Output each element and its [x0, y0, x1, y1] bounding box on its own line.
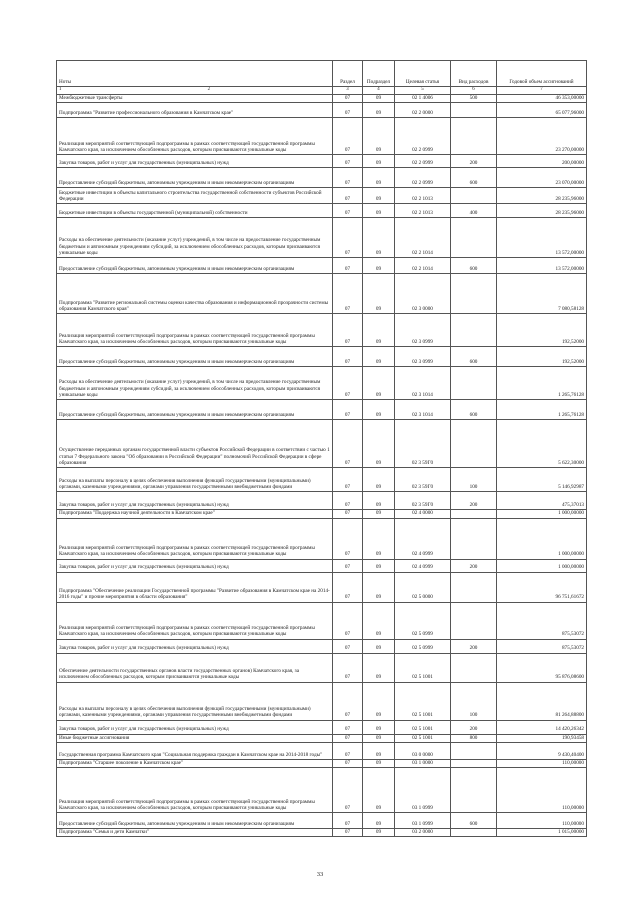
row-statya: 02 2 1013 — [395, 204, 451, 218]
row-name: Подпрограмма "Развитие региональной системы оценки качества образования и информационной прозрачности системы образования Камчатского края" — [57, 274, 333, 314]
row-razdel: 07 — [333, 468, 363, 492]
row-statya: 02 3 0999 — [395, 347, 451, 367]
row-name: Иные бюджетные ассигнования — [57, 734, 333, 742]
row-statya: 02 5 0999 — [395, 602, 451, 639]
row-statya: 02 2 0000 — [395, 103, 451, 118]
row-razdel: 07 — [333, 734, 363, 742]
row-razdel: 07 — [333, 258, 363, 274]
row-vid — [451, 314, 497, 347]
row-vid: 200 — [451, 492, 497, 510]
row-statya: 02 1 4006 — [395, 95, 451, 103]
table-row — [57, 204, 587, 218]
row-podrazdel: 09 — [363, 768, 395, 813]
header-vid: Вид расходов — [451, 61, 497, 87]
column-number: 4 — [363, 87, 395, 95]
row-vid: 600 — [451, 258, 497, 274]
table-row — [57, 218, 587, 258]
row-statya: 02 3 59Г0 — [395, 468, 451, 492]
table-row — [57, 347, 587, 367]
row-vid — [451, 829, 497, 837]
row-amount: 65 077,96000 — [497, 103, 587, 118]
row-name: Предоставление субсидий бюджетным, автономным учреждениям и иным некоммерческим организациям — [57, 168, 333, 188]
row-name: Бюджетные инвестиции в объекты капитального строительства государственной собственности субъектов Российской Федерации — [57, 188, 333, 204]
row-vid: 100 — [451, 682, 497, 720]
row-podrazdel: 09 — [363, 367, 395, 400]
table-row — [57, 639, 587, 653]
row-amount: 23 070,00000 — [497, 168, 587, 188]
row-razdel: 07 — [333, 188, 363, 204]
page-number: 33 — [316, 871, 324, 878]
table-row — [57, 510, 587, 518]
row-vid: 500 — [451, 95, 497, 103]
row-amount: 110,00000 — [497, 768, 587, 813]
header-amount: Годовой объем ассигнований — [497, 61, 587, 87]
row-razdel: 07 — [333, 103, 363, 118]
row-podrazdel: 09 — [363, 188, 395, 204]
row-podrazdel: 09 — [363, 347, 395, 367]
row-name: Расходы на выплаты персоналу в целях обеспечения выполнения функций государственными (муниципальными) органами, казенными учреждениями, органами управления государственными внебюджетными фондами — [57, 682, 333, 720]
header-name: Ноты — [57, 61, 333, 87]
row-name: Предоставление субсидий бюджетным, автономным учреждениям и иным некоммерческим организациям — [57, 258, 333, 274]
row-amount: 1 000,00000 — [497, 510, 587, 518]
row-amount: 1 015,00000 — [497, 829, 587, 837]
row-vid: 400 — [451, 204, 497, 218]
row-statya: 02 5 1001 — [395, 734, 451, 742]
row-podrazdel: 09 — [363, 468, 395, 492]
row-vid: 600 — [451, 813, 497, 829]
row-name: Закупка товаров, работ и услуг для государственных (муниципальных) нужд — [57, 720, 333, 734]
row-podrazdel: 09 — [363, 682, 395, 720]
table-row — [57, 742, 587, 759]
row-amount: 96 751,61672 — [497, 572, 587, 602]
row-podrazdel: 09 — [363, 829, 395, 837]
row-statya: 02 3 1014 — [395, 400, 451, 420]
row-razdel: 07 — [333, 720, 363, 734]
row-podrazdel: 09 — [363, 155, 395, 168]
row-name: Расходы на выплаты персоналу в целях обеспечения выполнения функций государственными (муниципальными) органами, казенными учреждениями, органами управления государственными внебюджетными фондами — [57, 468, 333, 492]
row-amount: 190,93458 — [497, 734, 587, 742]
row-razdel: 07 — [333, 118, 363, 155]
row-statya: 02 2 0999 — [395, 118, 451, 155]
row-razdel: 07 — [333, 155, 363, 168]
row-razdel: 07 — [333, 274, 363, 314]
row-name: Обеспечение деятельности государственных органов власти государственных органов) Камчатского края, за исключением обособленных расходов, которым присваиваются уникальные коды — [57, 653, 333, 682]
row-name: Предоставление субсидий бюджетным, автономным учреждениям и иным некоммерческим организациям — [57, 813, 333, 829]
row-amount: 1 000,00000 — [497, 518, 587, 559]
row-vid: 100 — [451, 468, 497, 492]
row-razdel: 07 — [333, 204, 363, 218]
row-name: Расходы на обеспечение деятельности (оказание услуг) учреждений, в том числе на предоставление государственным бюджетным и автономным учреждениям субсидий, за исключением обособленных расходов, которым присваиваются уникальные коды — [57, 367, 333, 400]
row-statya: 03 2 0000 — [395, 829, 451, 837]
row-podrazdel: 09 — [363, 813, 395, 829]
row-name: Подпрограмма "Обеспечение реализации Государственной программы "Развитие образования в Камчатском крае на 2014-2016 годы" и прочие мероприятия в области образования" — [57, 572, 333, 602]
row-amount: 110,00000 — [497, 813, 587, 829]
row-razdel: 07 — [333, 559, 363, 572]
row-amount: 28 235,96000 — [497, 188, 587, 204]
row-amount: 13 572,00000 — [497, 218, 587, 258]
row-name: Подпрограмма "Старшее поколение в Камчатском крае" — [57, 759, 333, 767]
row-statya: 02 2 1014 — [395, 218, 451, 258]
table-row — [57, 682, 587, 720]
table-row — [57, 188, 587, 204]
row-vid — [451, 188, 497, 204]
row-amount: 1 265,76128 — [497, 400, 587, 420]
row-statya: 03 1 0000 — [395, 759, 451, 767]
row-vid: 200 — [451, 720, 497, 734]
row-name: Закупка товаров, работ и услуг для государственных (муниципальных) нужд — [57, 155, 333, 168]
row-statya: 02 5 1001 — [395, 720, 451, 734]
row-podrazdel: 09 — [363, 653, 395, 682]
table-row — [57, 468, 587, 492]
row-podrazdel: 09 — [363, 258, 395, 274]
row-amount: 28 235,96000 — [497, 204, 587, 218]
row-vid: 600 — [451, 347, 497, 367]
row-podrazdel: 09 — [363, 759, 395, 767]
row-name: Государственная программа Камчатского края "Социальная поддержка граждан в Камчатском крае на 2014-2018 годы" — [57, 742, 333, 759]
row-razdel: 07 — [333, 682, 363, 720]
row-name: Закупка товаров, работ и услуг для государственных (муниципальных) нужд — [57, 559, 333, 572]
row-razdel: 07 — [333, 492, 363, 510]
row-podrazdel: 09 — [363, 204, 395, 218]
row-amount: 875,53072 — [497, 602, 587, 639]
row-razdel: 07 — [333, 742, 363, 759]
table-row — [57, 118, 587, 155]
table-row — [57, 572, 587, 602]
column-number: 7 — [497, 87, 587, 95]
budget-table — [56, 60, 587, 837]
table-row — [57, 813, 587, 829]
row-amount: 14 420,26342 — [497, 720, 587, 734]
row-razdel: 07 — [333, 639, 363, 653]
row-razdel: 07 — [333, 168, 363, 188]
table-row — [57, 95, 587, 103]
row-razdel: 07 — [333, 829, 363, 837]
row-podrazdel: 09 — [363, 420, 395, 468]
row-vid — [451, 218, 497, 258]
row-amount: 7 080,58128 — [497, 274, 587, 314]
row-razdel: 07 — [333, 420, 363, 468]
table-row — [57, 829, 587, 837]
table-row — [57, 168, 587, 188]
row-podrazdel: 09 — [363, 639, 395, 653]
row-podrazdel: 09 — [363, 274, 395, 314]
table-row — [57, 274, 587, 314]
row-statya: 02 5 0000 — [395, 572, 451, 602]
row-statya: 02 5 1001 — [395, 682, 451, 720]
row-vid: 600 — [451, 168, 497, 188]
row-name: Реализация мероприятий соответствующей подпрограммы в рамках соответствующей государственной программы Камчатского края, за исключением обособленных расходов, которым присваиваются уникальные коды — [57, 118, 333, 155]
row-statya: 02 4 0999 — [395, 518, 451, 559]
row-podrazdel: 09 — [363, 168, 395, 188]
row-statya: 03 1 0999 — [395, 813, 451, 829]
row-statya: 02 3 59Г0 — [395, 420, 451, 468]
table-row — [57, 420, 587, 468]
row-amount: 475,37013 — [497, 492, 587, 510]
row-vid — [451, 118, 497, 155]
table-row — [57, 492, 587, 510]
row-name: Предоставление субсидий бюджетным, автономным учреждениям и иным некоммерческим организациям — [57, 347, 333, 367]
table-row — [57, 258, 587, 274]
row-amount: 9 430,40400 — [497, 742, 587, 759]
table-row — [57, 155, 587, 168]
row-vid — [451, 518, 497, 559]
row-name: Реализация мероприятий соответствующей подпрограммы в рамках соответствующей государственной программы Камчатского края, за исключением обособленных расходов, которым присваиваются уникальные коды — [57, 768, 333, 813]
row-statya: 02 3 1014 — [395, 367, 451, 400]
row-statya: 02 5 1001 — [395, 653, 451, 682]
table-row — [57, 768, 587, 813]
table-row — [57, 759, 587, 767]
column-number-row — [57, 87, 587, 95]
row-podrazdel: 09 — [363, 518, 395, 559]
row-podrazdel: 09 — [363, 742, 395, 759]
row-vid — [451, 768, 497, 813]
row-amount: 192,52000 — [497, 314, 587, 347]
row-name: Закупка товаров, работ и услуг для государственных (муниципальных) нужд — [57, 639, 333, 653]
row-vid — [451, 742, 497, 759]
table-row — [57, 653, 587, 682]
row-vid — [451, 367, 497, 400]
row-amount: 1 000,00000 — [497, 559, 587, 572]
row-statya: 02 3 0000 — [395, 274, 451, 314]
row-razdel: 07 — [333, 400, 363, 420]
row-razdel: 07 — [333, 95, 363, 103]
row-razdel: 07 — [333, 510, 363, 518]
row-podrazdel: 09 — [363, 559, 395, 572]
row-vid — [451, 602, 497, 639]
row-statya: 02 5 0999 — [395, 639, 451, 653]
row-statya: 03 0 0000 — [395, 742, 451, 759]
row-vid — [451, 420, 497, 468]
row-vid: 200 — [451, 639, 497, 653]
row-razdel: 07 — [333, 314, 363, 347]
row-vid — [451, 510, 497, 518]
table-row — [57, 400, 587, 420]
row-vid: 600 — [451, 400, 497, 420]
row-vid — [451, 103, 497, 118]
row-podrazdel: 09 — [363, 314, 395, 347]
row-statya: 02 4 0000 — [395, 510, 451, 518]
row-amount: 13 572,00000 — [497, 258, 587, 274]
row-amount: 5 622,30000 — [497, 420, 587, 468]
row-vid — [451, 759, 497, 767]
row-razdel: 07 — [333, 367, 363, 400]
row-razdel: 07 — [333, 759, 363, 767]
table-row — [57, 602, 587, 639]
row-name: Реализация мероприятий соответствующей подпрограммы в рамках соответствующей государственной программы Камчатского края, за исключением обособленных расходов, которым присваиваются уникальные коды — [57, 314, 333, 347]
row-name: Реализация мероприятий соответствующей подпрограммы в рамках соответствующей государственной программы Камчатского края, за исключением обособленных расходов, которым присваиваются уникальные коды — [57, 518, 333, 559]
row-name: Подпрограмма "Семья и дети Камчатки" — [57, 829, 333, 837]
row-name: Осуществление переданных органам государственной власти субъектов Российской Федерации в соответствии с частью 1 статьи 7 Федерального закона "Об образовании в Российской Федерации" полномочий Российской Федерации в сфере образования — [57, 420, 333, 468]
row-statya: 02 2 1013 — [395, 188, 451, 204]
row-amount: 23 270,00000 — [497, 118, 587, 155]
row-name: Предоставление субсидий бюджетным, автономным учреждениям и иным некоммерческим организациям — [57, 400, 333, 420]
column-number: 3 — [333, 87, 363, 95]
row-vid — [451, 274, 497, 314]
table-header-row — [57, 61, 587, 87]
table-row — [57, 103, 587, 118]
row-podrazdel: 09 — [363, 720, 395, 734]
row-razdel: 07 — [333, 347, 363, 367]
row-amount: 46 353,00000 — [497, 95, 587, 103]
column-number: 6 — [451, 87, 497, 95]
column-number: 1 2 — [57, 87, 333, 95]
row-name: Расходы на обеспечение деятельности (оказание услуг) учреждений, в том числе на предоставление государственным бюджетным и автономным учреждениям субсидий, за исключением обособленных расходов, которым присваиваются уникальные коды — [57, 218, 333, 258]
row-amount: 192,52000 — [497, 347, 587, 367]
row-name: Подпрограмма "Поддержка научной деятельности в Камчатском крае" — [57, 510, 333, 518]
row-vid — [451, 572, 497, 602]
row-amount: 110,00000 — [497, 759, 587, 767]
row-amount: 875,53072 — [497, 639, 587, 653]
row-statya: 02 3 0999 — [395, 314, 451, 347]
row-statya: 02 2 0999 — [395, 168, 451, 188]
row-razdel: 07 — [333, 813, 363, 829]
table-row — [57, 559, 587, 572]
row-amount: 5 146,92987 — [497, 468, 587, 492]
row-amount: 1 265,76128 — [497, 367, 587, 400]
row-podrazdel: 09 — [363, 734, 395, 742]
table-row — [57, 314, 587, 347]
row-podrazdel: 09 — [363, 602, 395, 639]
row-razdel: 07 — [333, 518, 363, 559]
row-podrazdel: 09 — [363, 118, 395, 155]
header-razdel: Раздел — [333, 61, 363, 87]
row-name: Бюджетные инвестиции в объекты государственной (муниципальной) собственности — [57, 204, 333, 218]
row-name: Подпрограмма "Развитие профессионального образования в Камчатском крае" — [57, 103, 333, 118]
row-vid: 200 — [451, 559, 497, 572]
row-amount: 200,00000 — [497, 155, 587, 168]
row-statya: 02 2 0999 — [395, 155, 451, 168]
row-razdel: 07 — [333, 218, 363, 258]
row-razdel: 07 — [333, 572, 363, 602]
row-podrazdel: 09 — [363, 510, 395, 518]
column-number: 5 — [395, 87, 451, 95]
row-statya: 02 3 59Г0 — [395, 492, 451, 510]
row-razdel: 07 — [333, 602, 363, 639]
row-vid: 800 — [451, 734, 497, 742]
table-row — [57, 720, 587, 734]
table-row — [57, 734, 587, 742]
row-podrazdel: 09 — [363, 400, 395, 420]
row-amount: 95 876,08600 — [497, 653, 587, 682]
row-statya: 02 2 1014 — [395, 258, 451, 274]
row-razdel: 07 — [333, 768, 363, 813]
row-podrazdel: 09 — [363, 492, 395, 510]
table-row — [57, 367, 587, 400]
row-amount: 81 264,88800 — [497, 682, 587, 720]
header-statya: Целевая статья — [395, 61, 451, 87]
row-vid: 200 — [451, 155, 497, 168]
row-name: Межбюджетные трансферты — [57, 95, 333, 103]
header-podrazdel: Подраздел — [363, 61, 395, 87]
row-podrazdel: 09 — [363, 95, 395, 103]
row-name: Реализация мероприятий соответствующей подпрограммы в рамках соответствующей государственной программы Камчатского края, за исключением обособленных расходов, которым присваиваются уникальные коды — [57, 602, 333, 639]
row-podrazdel: 09 — [363, 572, 395, 602]
table-row — [57, 518, 587, 559]
row-podrazdel: 09 — [363, 218, 395, 258]
row-vid — [451, 653, 497, 682]
row-statya: 02 4 0999 — [395, 559, 451, 572]
row-statya: 03 1 0999 — [395, 768, 451, 813]
row-razdel: 07 — [333, 653, 363, 682]
row-name: Закупка товаров, работ и услуг для государственных (муниципальных) нужд — [57, 492, 333, 510]
row-podrazdel: 09 — [363, 103, 395, 118]
